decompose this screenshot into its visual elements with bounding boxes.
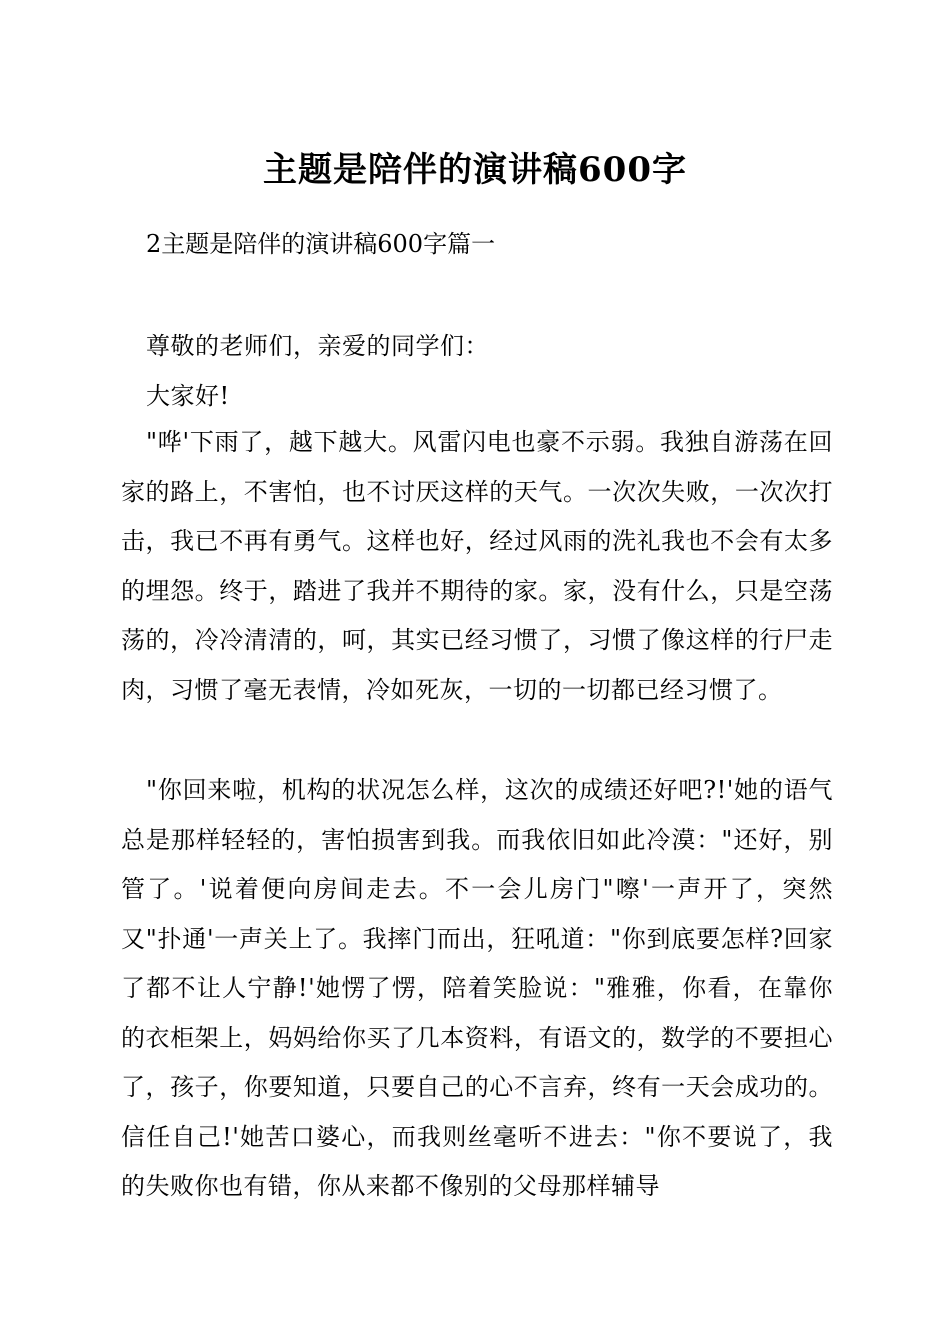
document-title: 主题是陪伴的演讲稿600字 [263, 150, 687, 190]
document-subtitle: 2主题是陪伴的演讲稿600字篇一 [146, 230, 496, 258]
paragraph-rain: "哗'下雨了，越下越大。风雷闪电也豪不示弱。我独自游荡在回家的路上，不害怕，也不讨厌这样的天气。一次次失败，一次次打击，我已不再有勇气。这样也好，经过风雨的洗礼我也不会有太多的埋怨。终于，踏进了我并不期待的家。家，没有什么，只是空荡荡的，冷冷清清的，呵，其实已经习惯了，习惯了像这样的行尸走肉，习惯了毫无表情，冷如死灰，一切的一切都已经习惯了。 [121, 428, 833, 704]
paragraph-greeting: 尊敬的老师们，亲爱的同学们： [146, 332, 489, 360]
paragraph-hello: 大家好! [146, 382, 230, 410]
paragraph-mother: "你回来啦，机构的状况怎么样，这次的成绩还好吧?!'她的语气总是那样轻轻的，害怕损害到我。而我依旧如此冷漠："还好，别管了。'说着便向房间走去。不一会儿房门"嚓'一声开了，突然又"扑通'一声关上了。我摔门而出，狂吼道："你到底要怎样?回家了都不让人宁静!'她愣了愣，陪着笑脸说："雅雅，你看，在靠你的衣柜架上，妈妈给你买了几本资料，有语文的，数学的不要担心了，孩子，你要知道，只要自己的心不言弃，终有一天会成功的。信任自己!'她苦口婆心，而我则丝毫听不进去："你不要说了，我的失败你也有错，你从来都不像别的父母那样辅导 [121, 776, 833, 1200]
